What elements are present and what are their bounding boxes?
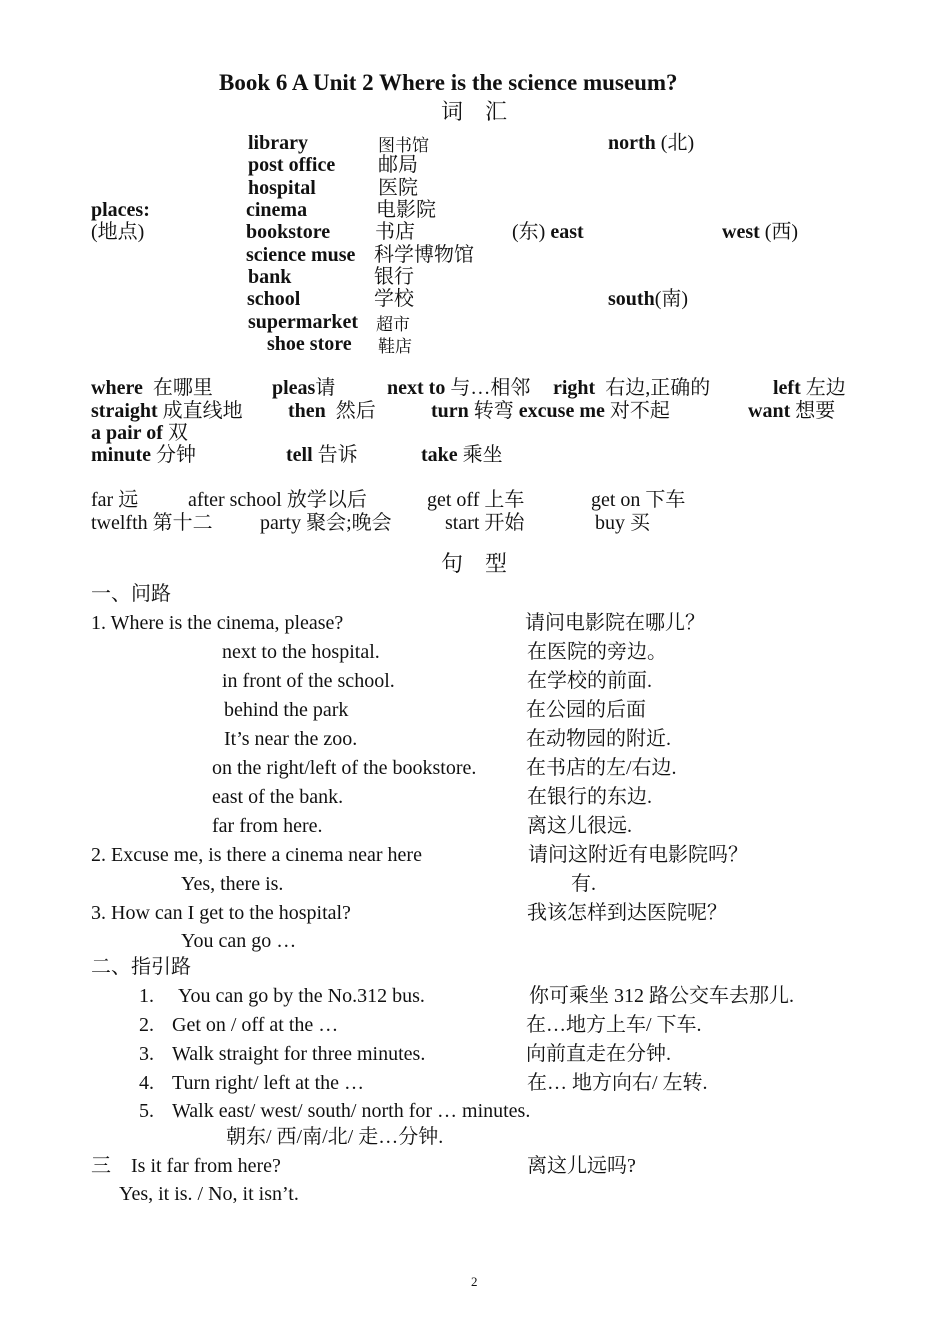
sentence-en: in front of the school. bbox=[222, 670, 395, 692]
word-item: turn 转弯 excuse me 对不起 bbox=[431, 400, 670, 422]
place-en: cinema bbox=[246, 199, 308, 221]
step-en: Turn right/ left at the … bbox=[172, 1072, 365, 1094]
word-item: take 乘坐 bbox=[421, 444, 503, 466]
place-en: science muse bbox=[246, 244, 356, 266]
place-en: post office bbox=[248, 154, 336, 176]
place-cn: 科学博物馆 bbox=[374, 244, 474, 266]
page-title: Book 6 A Unit 2 Where is the science museum? bbox=[219, 70, 678, 95]
word-item: a pair of 双 bbox=[91, 422, 188, 444]
sentence-en: far from here. bbox=[212, 815, 323, 837]
sentence-en: behind the park bbox=[224, 699, 349, 721]
sentence-cn: 在医院的旁边。 bbox=[527, 641, 667, 663]
step-number: 5. bbox=[139, 1100, 154, 1122]
step-number: 2. bbox=[139, 1014, 154, 1036]
sentence-heading: 句 型 bbox=[441, 551, 508, 576]
step-en: Get on / off at the … bbox=[172, 1014, 339, 1036]
place-cn: 邮局 bbox=[378, 154, 418, 176]
compass-east: (东) east bbox=[512, 221, 584, 243]
place-cn: 书店 bbox=[375, 221, 415, 243]
step-cn: 在… 地方向右/ 左转. bbox=[527, 1072, 708, 1094]
places-label: places: bbox=[91, 199, 150, 221]
place-cn: 学校 bbox=[374, 288, 414, 310]
word-plain: party 聚会;晚会 bbox=[260, 512, 392, 534]
place-en: hospital bbox=[248, 177, 316, 199]
sentence-cn: 在学校的前面. bbox=[527, 670, 652, 692]
step-en: Walk straight for three minutes. bbox=[172, 1043, 426, 1065]
place-en: shoe store bbox=[267, 333, 352, 355]
place-cn: 医院 bbox=[378, 177, 418, 199]
section-title: 一、问路 bbox=[91, 583, 171, 605]
step-number: 3. bbox=[139, 1043, 154, 1065]
step-note-cn: 朝东/ 西/南/北/ 走…分钟. bbox=[226, 1126, 444, 1148]
word-plain: get on 下车 bbox=[591, 489, 686, 511]
word-item: where 在哪里 bbox=[91, 377, 213, 399]
place-en: school bbox=[247, 288, 301, 310]
place-cn: 超市 bbox=[376, 315, 410, 334]
sentence-cn: 在银行的东边. bbox=[527, 786, 652, 808]
step-cn: 向前直走在分钟. bbox=[526, 1043, 671, 1065]
question: 三 Is it far from here? bbox=[91, 1155, 281, 1177]
word-plain: buy 买 bbox=[595, 512, 650, 534]
compass-north: north (北) bbox=[608, 132, 695, 154]
word-item: next to 与…相邻 bbox=[387, 377, 531, 399]
vocab-heading: 词 汇 bbox=[441, 99, 508, 124]
place-en: library bbox=[248, 132, 308, 154]
word-item: then 然后 bbox=[288, 400, 376, 422]
sentence-en: It’s near the zoo. bbox=[224, 728, 358, 750]
word-plain: far 远 bbox=[91, 489, 139, 511]
place-cn: 鞋店 bbox=[378, 337, 412, 356]
sentence-en: 2. Excuse me, is there a cinema near here bbox=[91, 844, 422, 866]
sentence-cn: 离这儿很远. bbox=[527, 815, 632, 837]
step-en: Walk east/ west/ south/ north for … minutes. bbox=[172, 1100, 531, 1122]
word-plain: get off 上车 bbox=[427, 489, 525, 511]
sentence-cn: 在动物园的附近. bbox=[526, 728, 671, 750]
page-number: 2 bbox=[471, 1274, 478, 1289]
place-cn: 银行 bbox=[374, 266, 414, 288]
compass-west: west (西) bbox=[722, 221, 799, 243]
word-item: right 右边,正确的 bbox=[553, 377, 711, 399]
section-title: 二、指引路 bbox=[91, 956, 191, 978]
sentence-en: on the right/left of the bookstore. bbox=[212, 757, 477, 779]
sentence-en: You can go … bbox=[181, 930, 297, 952]
sentence-en: next to the hospital. bbox=[222, 641, 380, 663]
step-number: 1. bbox=[139, 985, 154, 1007]
word-plain: start 开始 bbox=[445, 512, 525, 534]
word-item: want 想要 bbox=[748, 400, 836, 422]
step-cn: 你可乘坐 312 路公交车去那儿. bbox=[529, 985, 794, 1007]
sentence-cn: 请问电影院在哪儿？ bbox=[525, 612, 705, 634]
word-item: tell 告诉 bbox=[286, 444, 358, 466]
step-en: You can go by the No.312 bus. bbox=[178, 985, 425, 1007]
compass-south: south(南) bbox=[608, 288, 689, 310]
sentence-cn: 请问这附近有电影院吗？ bbox=[528, 844, 748, 866]
word-item: minute 分钟 bbox=[91, 444, 196, 466]
sentence-en: Yes, there is. bbox=[181, 873, 284, 895]
step-number: 4. bbox=[139, 1072, 154, 1094]
word-item: left 左边 bbox=[773, 377, 846, 399]
step-cn: 在…地方上车/ 下车. bbox=[526, 1014, 702, 1036]
answer: Yes, it is. / No, it isn’t. bbox=[119, 1183, 299, 1205]
word-item: straight 成直线地 bbox=[91, 400, 243, 422]
sentence-cn: 我该怎样到达医院呢？ bbox=[527, 902, 727, 924]
place-en: bookstore bbox=[246, 221, 331, 243]
word-plain: after school 放学以后 bbox=[188, 489, 367, 511]
place-cn: 图书馆 bbox=[378, 136, 429, 155]
question-cn: 离这儿远吗? bbox=[527, 1155, 636, 1177]
sentence-cn: 在书店的左/右边. bbox=[526, 757, 677, 779]
places-label-cn: (地点) bbox=[91, 221, 145, 243]
word-plain: twelfth 第十二 bbox=[91, 512, 213, 534]
sentence-en: 3. How can I get to the hospital? bbox=[91, 902, 351, 924]
word-item: pleas请 bbox=[272, 377, 336, 399]
sentence-cn: 在公园的后面 bbox=[526, 699, 646, 721]
sentence-en: 1. Where is the cinema, please? bbox=[91, 612, 344, 634]
sentence-cn: 有. bbox=[571, 873, 596, 895]
place-en: supermarket bbox=[248, 311, 358, 333]
place-cn: 电影院 bbox=[376, 199, 436, 221]
place-en: bank bbox=[248, 266, 292, 288]
sentence-en: east of the bank. bbox=[212, 786, 344, 808]
